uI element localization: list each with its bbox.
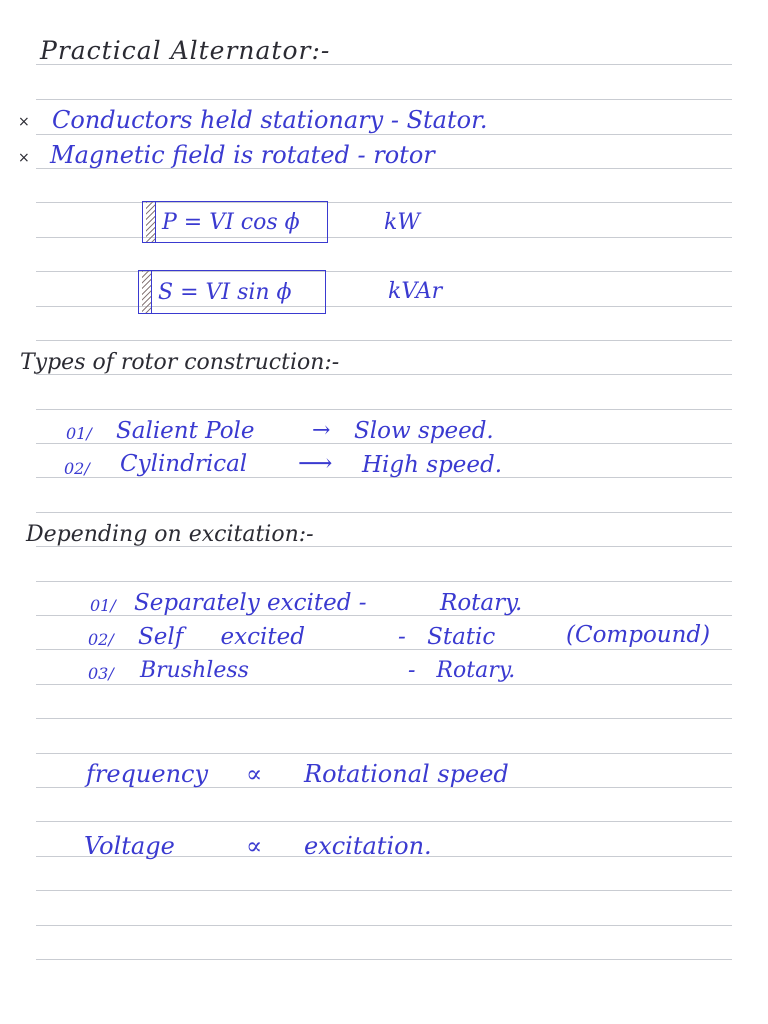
ruled-line — [36, 237, 732, 238]
arrow-right-icon: ⟶ — [298, 449, 333, 477]
page-title: Practical Alternator:- — [40, 36, 331, 65]
excitation-type-name: Self excited — [138, 624, 305, 650]
bullet-marker-icon: × — [18, 114, 30, 130]
list-number: 03/ — [88, 664, 114, 683]
ruled-line — [36, 202, 732, 203]
hatch-mark-icon — [142, 271, 152, 313]
ruled-line — [36, 99, 732, 100]
ruled-line — [36, 821, 732, 822]
formula-box-reactive — [138, 270, 326, 314]
formula-expression: P = VI cos ϕ — [162, 209, 300, 235]
proportional-icon: ∝ — [246, 760, 263, 788]
excitation-type-name: Separately excited - — [134, 590, 367, 616]
excitation-type-name: Brushless — [140, 658, 249, 683]
bullet-marker-icon: × — [18, 150, 30, 166]
section-heading-excitation: Depending on excitation:- — [26, 522, 314, 547]
ruled-line — [36, 959, 732, 960]
hatch-mark-icon — [146, 202, 156, 242]
arrow-right-icon: → — [312, 418, 331, 443]
list-number: 02/ — [64, 459, 90, 478]
ruled-line — [36, 512, 732, 513]
rotor-type-speed: High speed. — [362, 452, 503, 478]
formula-box-power — [142, 201, 328, 243]
list-number: 01/ — [66, 424, 92, 443]
excitation-type-kind: - Static — [398, 624, 496, 650]
relation-left: Voltage — [84, 832, 175, 860]
rotor-type-name: Cylindrical — [120, 451, 248, 477]
list-number: 02/ — [88, 630, 114, 649]
ruled-line — [36, 753, 732, 754]
rotor-type-speed: Slow speed. — [354, 418, 494, 444]
ruled-line — [36, 581, 732, 582]
ruled-line — [36, 890, 732, 891]
ruled-line — [36, 684, 732, 685]
relation-right: Rotational speed — [304, 760, 509, 788]
formula-expression: S = VI sin ϕ — [158, 279, 292, 305]
ruled-line — [36, 925, 732, 926]
formula-unit: kVAr — [388, 279, 443, 304]
ruled-line — [36, 718, 732, 719]
ruled-line — [36, 340, 732, 341]
formula-unit: kW — [384, 210, 420, 235]
bullet-text: Conductors held stationary - Stator. — [52, 106, 488, 134]
section-heading-rotor: Types of rotor construction:- — [20, 350, 340, 375]
ruled-line — [36, 409, 732, 410]
rotor-type-name: Salient Pole — [116, 418, 255, 444]
excitation-type-note: (Compound) — [566, 622, 711, 648]
ruled-line — [36, 134, 732, 135]
proportional-icon: ∝ — [246, 832, 263, 860]
relation-right: excitation. — [304, 832, 432, 860]
bullet-text: Magnetic field is rotated - rotor — [50, 141, 435, 169]
excitation-type-kind: - Rotary. — [408, 658, 516, 683]
list-number: 01/ — [90, 596, 116, 615]
relation-left: frequency — [86, 760, 209, 788]
excitation-type-kind: Rotary. — [440, 590, 523, 616]
